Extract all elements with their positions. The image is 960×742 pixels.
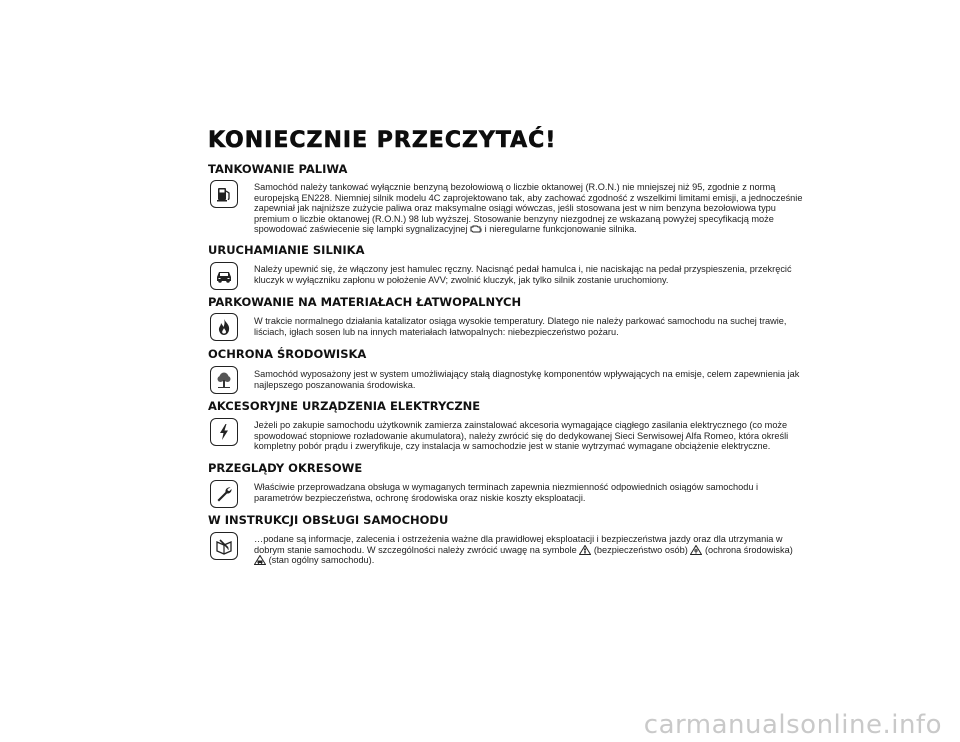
section-title-fuel: TANKOWANIE PALIWA	[208, 162, 348, 176]
section-title-manual: W INSTRUKCJI OBSŁUGI SAMOCHODU	[208, 513, 449, 527]
section-text-manual: …podane są informacje, zalecenia i ostrzeżenia ważne dla prawidłowej eksploatacji i bezpieczeństwa jazdy oraz dla utrzymania w dobrym stanie samochodu. W szczególności należy zwrócić uwagę na symbole (bezpieczeństwo osób) (ochrona środowiska) (stan ogólny samochodu).	[254, 534, 793, 566]
section-text-environment: Samochód wyposażony jest w system umożliwiający stałą diagnostykę komponentów wpływających na emisje, celem zapewnienia jak najlepszego poszanowania środowiska.	[254, 369, 800, 390]
watermark: carmanualsonline.info	[643, 710, 942, 740]
section-text-electrical: Jeżeli po zakupie samochodu użytkownik zamierza zainstalować akcesoria wymagające ciągłego zasilania elektrycznego (co może spowodować stopniowe rozładowanie akumulatora), należy zwrócić się do dedykowanej Sieci Serwisowej Alfa Romeo, która określi kompletny pobór prądu i zweryfikuje, czy instalacja w samochodzie jest w stanie wytrzymać wymagane obciążenie elektryczne.	[254, 420, 789, 452]
section-title-engine-start: URUCHAMIANIE SILNIKA	[208, 243, 365, 257]
manual-book-icon	[210, 532, 238, 560]
section-title-service: PRZEGLĄDY OKRESOWE	[208, 461, 363, 475]
environment-warning-icon	[690, 545, 702, 555]
car-warning-icon	[254, 555, 266, 565]
tree-icon	[210, 366, 238, 394]
section-title-parking: PARKOWANIE NA MATERIAŁACH ŁATWOPALNYCH	[208, 295, 522, 309]
section-text-engine-start: Należy upewnić się, że włączony jest hamulec ręczny. Nacisnąć pedał hamulca i, nie naciskając na pedał przyspieszenia, przekręcić kluczyk w wyłączniku zapłonu w położenie AVV; zwolnić kluczyk, jak tylko silnik zostanie uruchomiony.	[254, 264, 792, 285]
page-title: KONIECZNIE PRZECZYTAĆ!	[208, 128, 557, 153]
wrench-icon	[210, 480, 238, 508]
car-icon	[210, 262, 238, 290]
person-warning-icon	[579, 545, 591, 555]
section-title-environment: OCHRONA ŚRODOWISKA	[208, 347, 367, 361]
fuel-pump-icon	[210, 180, 238, 208]
section-text-fuel: Samochód należy tankować wyłącznie benzyną bezołowiową o liczbie oktanowej (R.O.N.) nie mniejszej niż 95, zgodnie z normą europejską EN228. Niemniej silnik modelu 4C zaprojektowano tak, aby zachować zgodność z wszelkimi limitami emisji, a jednocześnie zapewniał jak najniższe zużycie paliwa oraz maksymalne osiągi wówczas, jeśli stosowana jest w nim benzyna bezołowiowa typu premium o liczbie oktanowej (R.O.N.) 98 lub wyższej. Stosowanie benzyny niezgodnej ze wskazaną powyżej specyfikacją może spowodować zaświecenie się lampki sygnalizacyjnej i nieregularne funkcjonowanie silnika.	[254, 182, 803, 235]
section-text-service: Właściwie przeprowadzana obsługa w wymaganych terminach zapewnia niezmienność odpowiednich osiągów samochodu i parametrów bezpieczeństwa, ochronę środowiska oraz niskie koszty eksploatacji.	[254, 482, 759, 503]
lightning-icon	[210, 418, 238, 446]
section-text-parking: W trakcie normalnego działania katalizator osiąga wysokie temperatury. Dlatego nie należy parkować samochodu na suchej trawie, liściach, igłach sosen lub na innych materiałach łatwopalnych: niebezpieczeństwo pożaru.	[254, 316, 787, 337]
engine-warning-icon	[470, 224, 482, 234]
section-title-electrical: AKCESORYJNE URZĄDZENIA ELEKTRYCZNE	[208, 399, 481, 413]
flame-icon	[210, 313, 238, 341]
